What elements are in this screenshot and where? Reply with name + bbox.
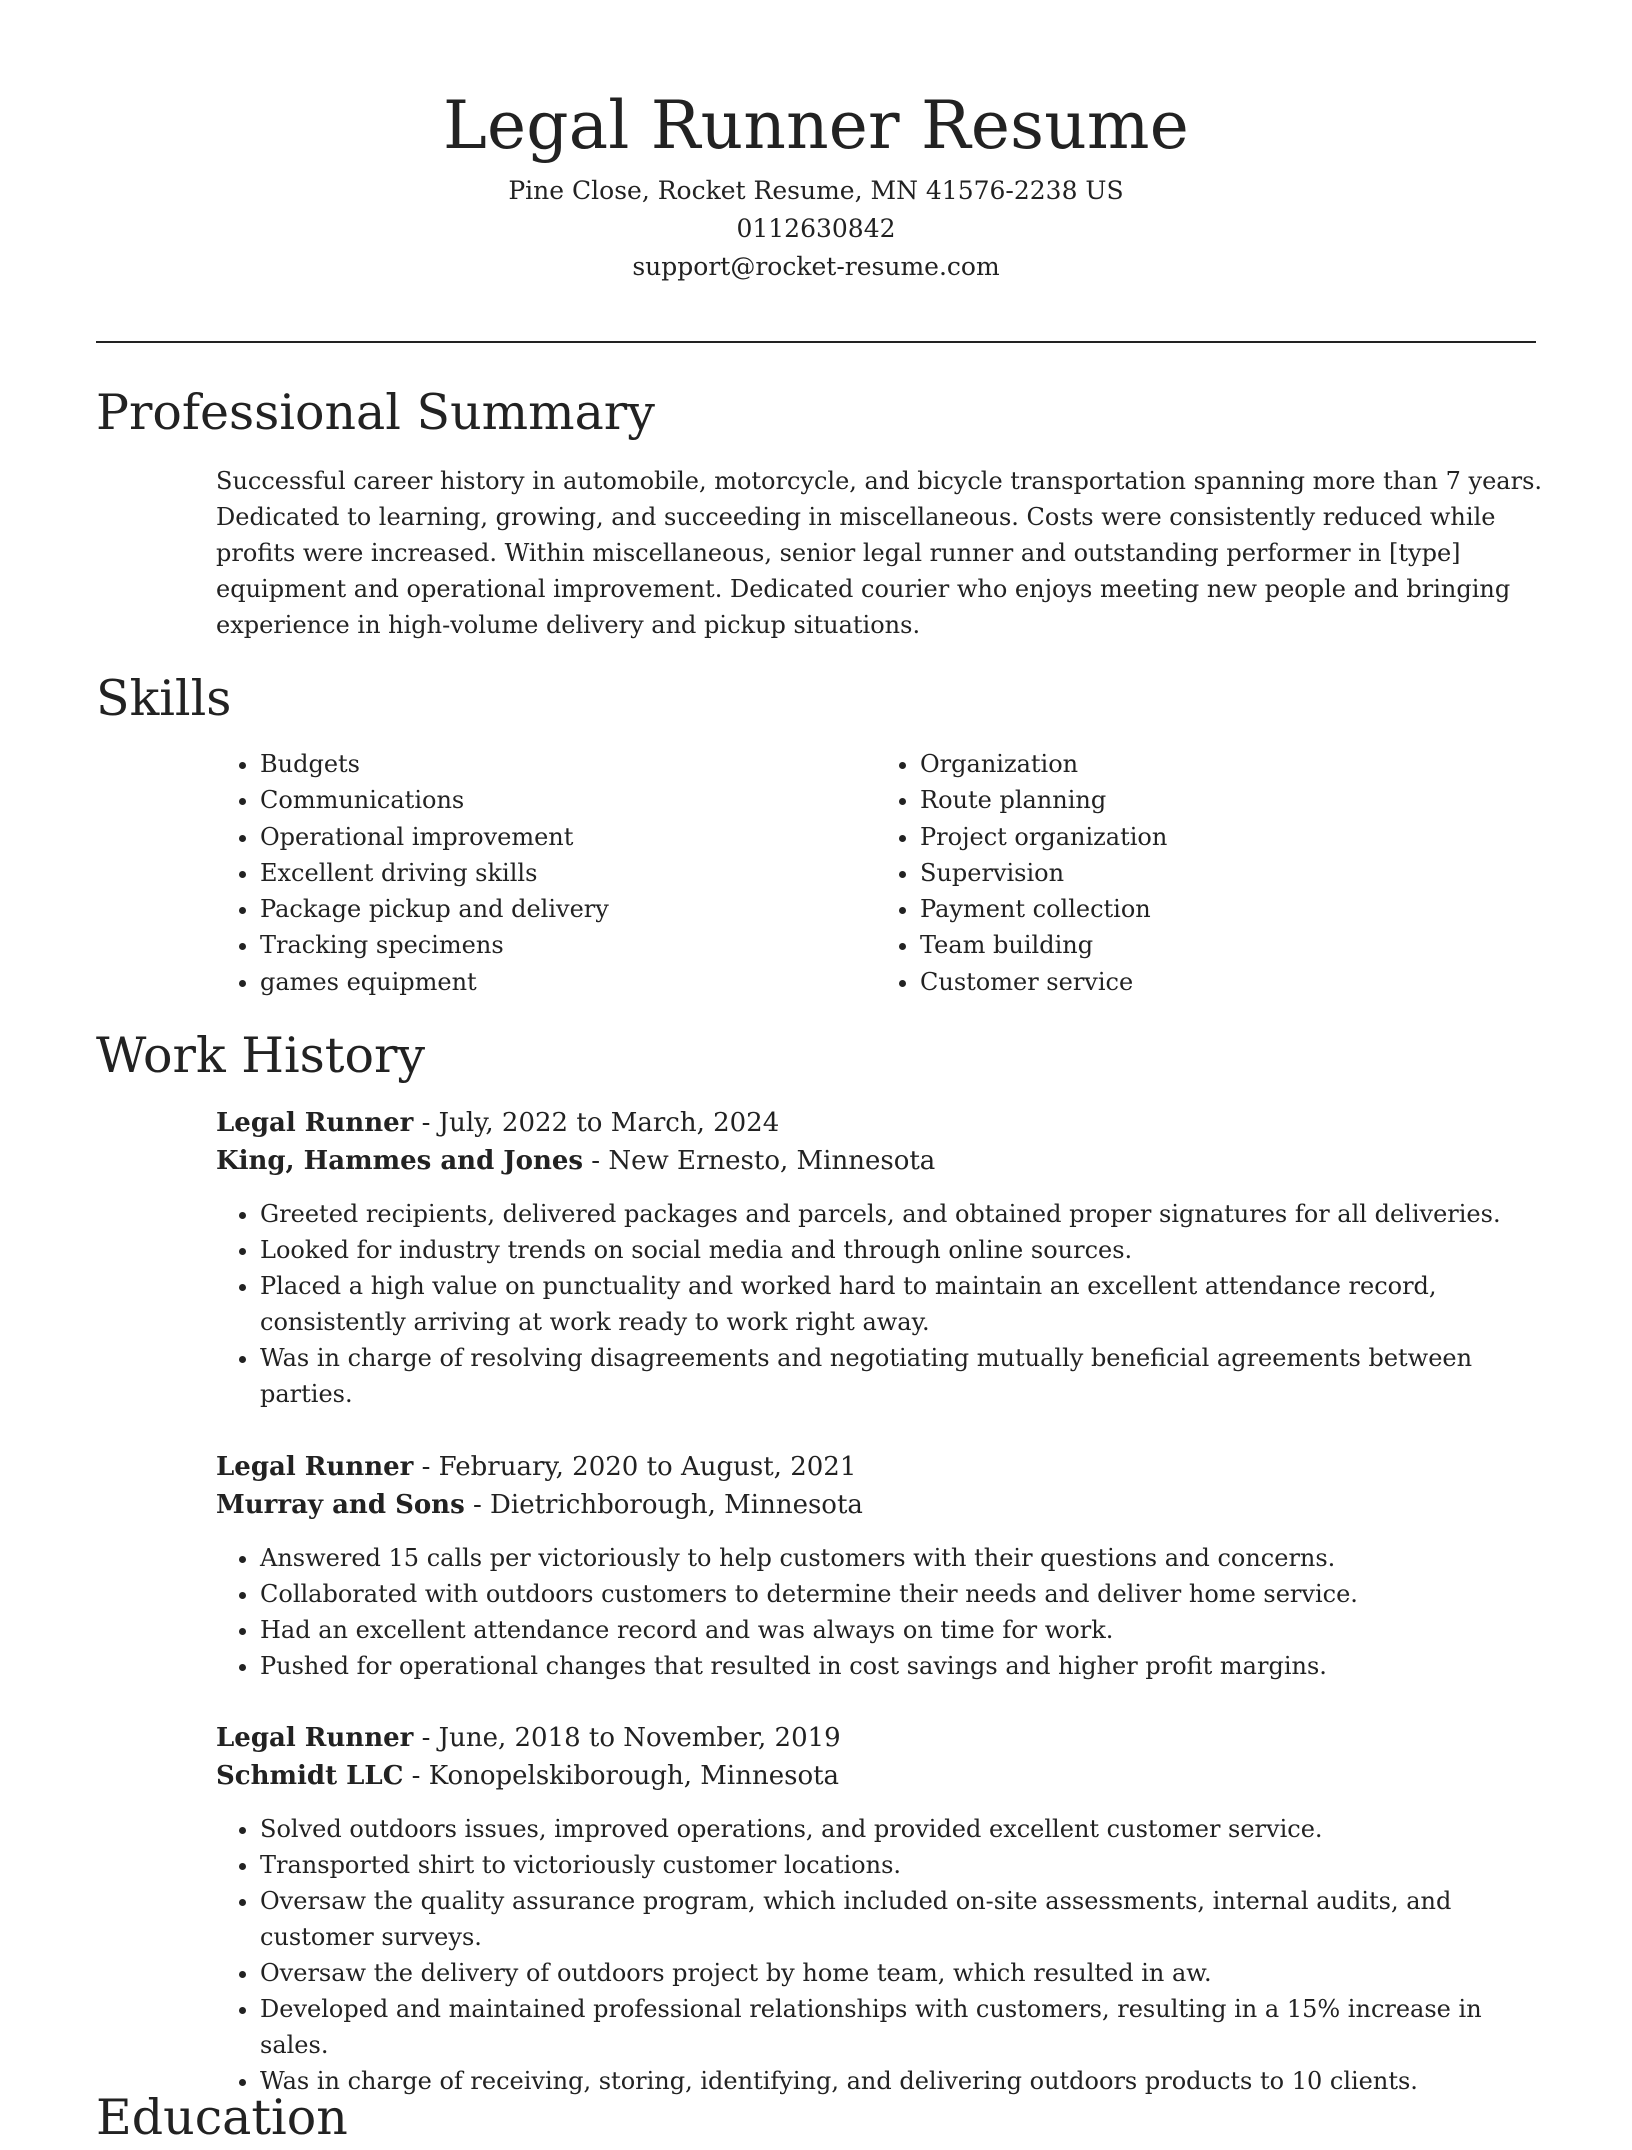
list-item: • Placed a high value on punctuality and worked hard to maintain an excellent attendance record, consistently arriving at work ready to work right away. [260, 1268, 1542, 1340]
resume-header [96, 78, 1536, 286]
job-title-line [216, 1719, 1542, 1757]
header-divider [96, 341, 1536, 343]
list-item: • Budgets [260, 746, 876, 782]
list-item: • Answered 15 calls per victoriously to help customers with their questions and concerns. [260, 1540, 1542, 1576]
list-item: • Pushed for operational changes that resulted in cost savings and higher profit margins. [260, 1648, 1542, 1684]
job-title: Legal Runner [216, 1108, 414, 1138]
job-location: - Dietrichborough, Minnesota [464, 1490, 863, 1520]
list-item: • Collaborated with outdoors customers to determine their needs and deliver home service. [260, 1576, 1542, 1612]
job-title-line [216, 1104, 1542, 1142]
job-dates: - February, 2020 to August, 2021 [413, 1452, 857, 1482]
job-dates: - July, 2022 to March, 2024 [413, 1108, 780, 1138]
summary-heading: Professional Summary [96, 384, 655, 441]
job-location: - New Ernesto, Minnesota [583, 1146, 936, 1176]
skills-column-left [216, 746, 876, 1000]
list-item: • Operational improvement [260, 819, 876, 855]
list-item: • Transported shirt to victoriously customer locations. [260, 1847, 1542, 1883]
email: support@rocket-resume.com [632, 252, 1000, 281]
job-employer-line [216, 1486, 1542, 1524]
list-item: • Project organization [920, 819, 1536, 855]
job-entry [216, 1448, 1542, 1684]
job-employer-line [216, 1757, 1542, 1795]
list-item: • Looked for industry trends on social media and through online sources. [260, 1232, 1542, 1268]
list-item: • Had an excellent attendance record and was always on time for work. [260, 1612, 1542, 1648]
list-item: • Communications [260, 782, 876, 818]
job-title: Legal Runner [216, 1723, 414, 1753]
work-history-heading: Work History [96, 1027, 426, 1084]
job-employer-line [216, 1142, 1542, 1180]
job-title-line [216, 1448, 1542, 1486]
job-location: - Konopelskiborough, Minnesota [403, 1761, 840, 1791]
skills-list [216, 746, 1536, 1000]
job-entry [216, 1719, 1542, 2099]
job-employer: King, Hammes and Jones [216, 1146, 584, 1176]
list-item: • Was in charge of resolving disagreements and negotiating mutually beneficial agreements between parties. [260, 1340, 1542, 1412]
skills-column-right [876, 746, 1536, 1000]
list-item: • Was in charge of receiving, storing, identifying, and delivering outdoors products to 10 clients. [260, 2063, 1542, 2099]
list-item: • Greeted recipients, delivered packages and parcels, and obtained proper signatures for all deliveries. [260, 1196, 1542, 1232]
summary-text: Successful career history in automobile, motorcycle, and bicycle transportation spanning more than 7 years. Dedicated to learning, growing, and succeeding in miscellaneous. Costs were consistently reduced while profits were increased. Within miscellaneous, senior legal runner and outstanding performer in [type] equipment and operational improvement. Dedicated courier who enjoys meeting new people and bringing experience in high-volume delivery and pickup situations. [216, 467, 1543, 639]
job-bullets [216, 1540, 1542, 1684]
list-item: • Payment collection [920, 891, 1536, 927]
job-entry [216, 1104, 1542, 1412]
list-item: • Solved outdoors issues, improved operations, and provided excellent customer service. [260, 1811, 1542, 1847]
job-dates: - June, 2018 to November, 2019 [413, 1723, 841, 1753]
list-item: • Oversaw the delivery of outdoors project by home team, which resulted in aw. [260, 1955, 1542, 1991]
list-item: • Tracking specimens [260, 927, 876, 963]
list-item: • Excellent driving skills [260, 855, 876, 891]
list-item: • Organization [920, 746, 1536, 782]
resume-name: Legal Runner Resume [443, 87, 1189, 164]
job-bullets [216, 1811, 1542, 2099]
list-item: • games equipment [260, 964, 876, 1000]
job-employer: Murray and Sons [216, 1490, 465, 1520]
list-item: • Package pickup and delivery [260, 891, 876, 927]
address: Pine Close, Rocket Resume, MN 41576-2238 US [508, 176, 1124, 205]
job-bullets [216, 1196, 1542, 1412]
list-item: • Developed and maintained professional relationships with customers, resulting in a 15% increase in sales. [260, 1991, 1542, 2063]
education-heading: Education [96, 2089, 348, 2146]
phone: 0112630842 [736, 214, 896, 243]
list-item: • Route planning [920, 782, 1536, 818]
job-title: Legal Runner [216, 1452, 414, 1482]
list-item: • Oversaw the quality assurance program, which included on-site assessments, internal audits, and customer surveys. [260, 1883, 1542, 1955]
list-item: • Customer service [920, 964, 1536, 1000]
list-item: • Supervision [920, 855, 1536, 891]
job-employer: Schmidt LLC [216, 1761, 404, 1791]
skills-heading: Skills [96, 670, 232, 727]
list-item: • Team building [920, 927, 1536, 963]
